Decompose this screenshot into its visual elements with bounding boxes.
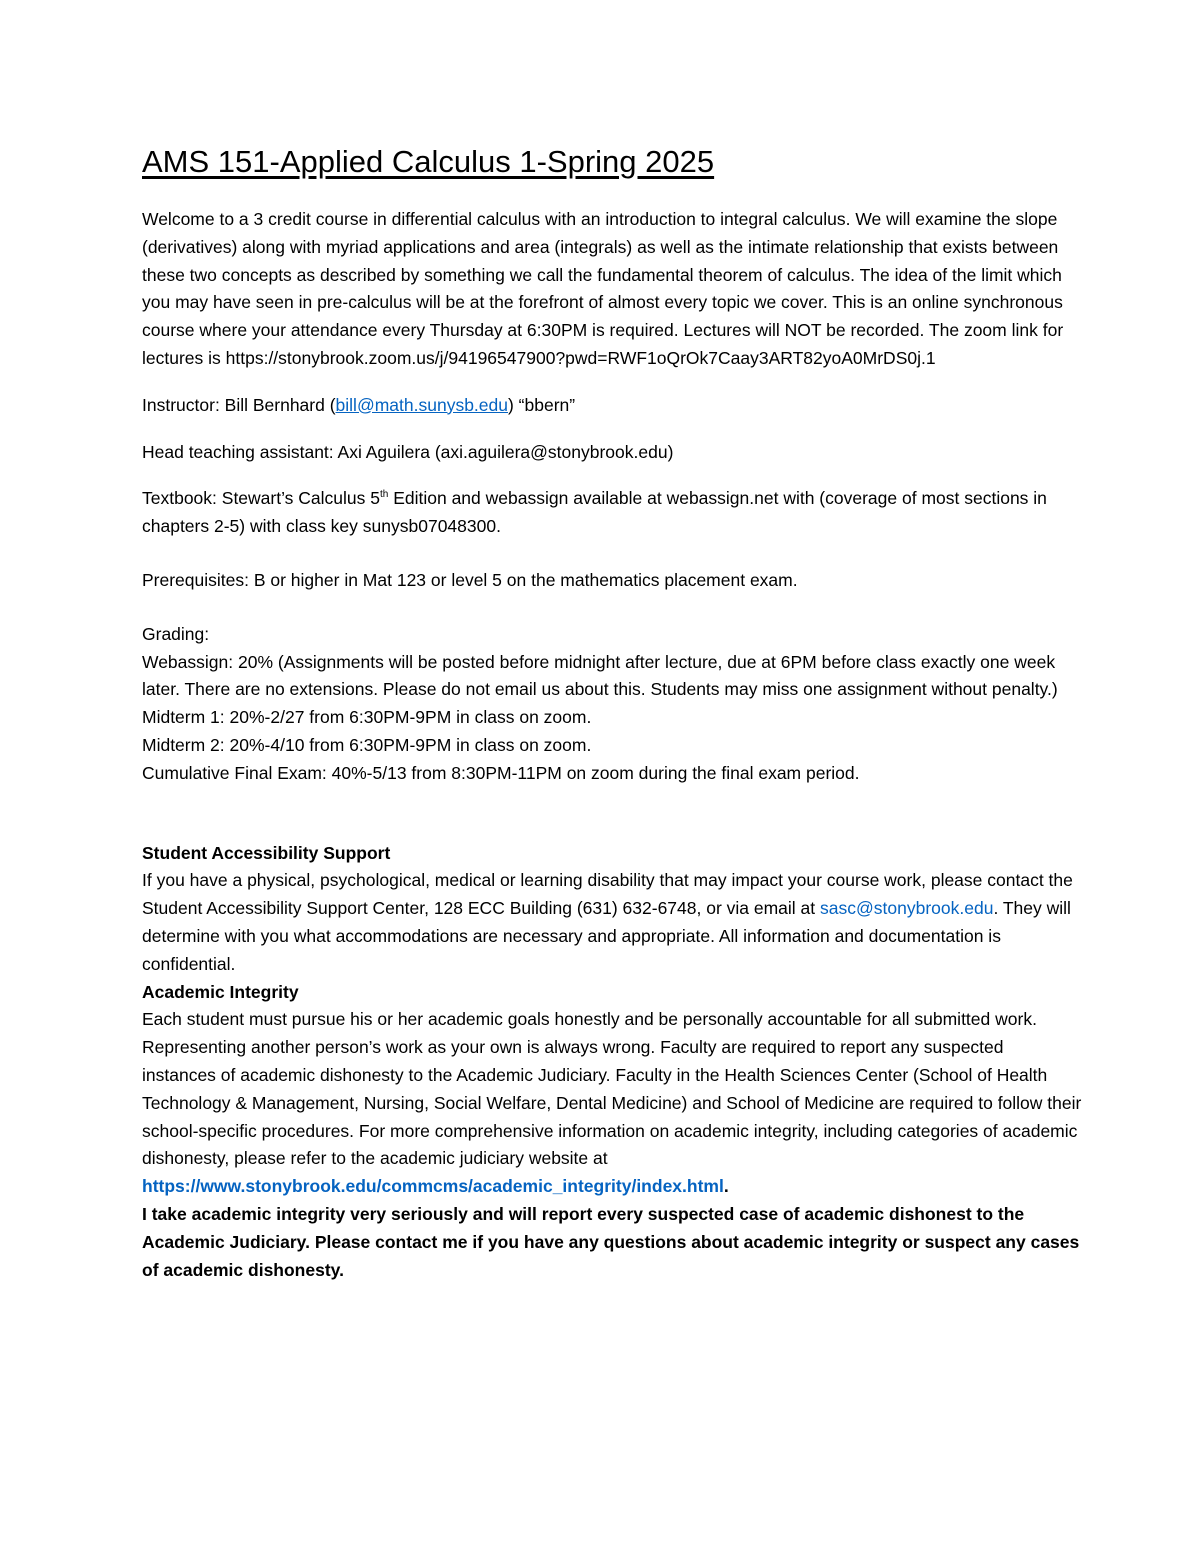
textbook-superscript: th [380,489,389,501]
grading-item-midterm-2: Midterm 2: 20%-4/10 from 6:30PM-9PM in class on zoom. [142,734,592,755]
prerequisites-line: Prerequisites: B or higher in Mat 123 or level 5 on the mathematics placement exam. [142,569,798,590]
accessibility-text [142,867,1082,978]
textbook-text-1: Textbook: Stewart’s Calculus 5 [142,488,380,509]
textbook-text-2: Edition and webassign available at webassign.net with (coverage of most sections in chapters 2-5) with class key sunysb07048300. [142,488,1047,537]
instructor-prefix: Instructor: Bill Bernhard ( [142,394,336,415]
accessibility-section [142,840,1082,979]
instructor-suffix: ) “bbern” [507,394,576,415]
integrity-section [142,979,1082,1285]
instructor-email-link[interactable]: bill@math.sunysb.edu [335,394,508,415]
intro-paragraph: Welcome to a 3 credit course in differential calculus with an introduction to integral calculus. We will examine the slope (derivatives) along with myriad applications and area (integrals) as well as the intimate relationship that exists between these two concepts as described by something we call the fundamental theorem of calculus. The idea of the limit which you may have seen in pre-calculus will be at the forefront of almost every topic we cover. This is an online synchronous course where your attendance every Thursday at 6:30PM is required. Lectures will NOT be recorded. The zoom link for lectures is https://stonybrook.zoom.us/j/94196547900?pwd=RWF1oQrOk7Caay3ART82yoA0MrDS0j.1 [142,209,1064,368]
grading-item-webassign: Webassign: 20% (Assignments will be posted before midnight after lecture, due at 6PM before class exactly one week later. There are no extensions. Please do not email us about this. Students may miss one assignment without penalty.) [142,651,1058,700]
integrity-statement: I take academic integrity very seriously and will report every suspected case of academic dishonest to the Academic Judiciary. Please contact me if you have any questions about academic integrity or suspect any cases of academic dishonesty. [142,1203,1080,1280]
grading-section [142,621,1082,788]
accessibility-text-before: If you have a physical, psychological, medical or learning disability that may impact your course work, please contact the Student Accessibility Support Center, 128 ECC Building (631) 632-6748, or via email at [142,870,1073,919]
grading-heading: Grading: [142,623,210,644]
integrity-heading: Academic Integrity [142,981,299,1002]
syllabus-page [142,140,1082,1284]
grading-item-final-exam: Cumulative Final Exam: 40%-5/13 from 8:30PM-11PM on zoom during the final exam period. [142,762,860,783]
integrity-url-suffix: . [723,1176,729,1197]
page-title: AMS 151-Applied Calculus 1-Spring 2025 [142,144,715,179]
textbook-paragraph [142,485,1082,541]
integrity-url-line [142,1173,1082,1201]
grading-item-midterm-1: Midterm 1: 20%-2/27 from 6:30PM-9PM in class on zoom. [142,707,592,728]
head-ta-line: Head teaching assistant: Axi Aguilera (axi.aguilera@stonybrook.edu) [142,441,674,462]
accessibility-heading: Student Accessibility Support [142,842,391,863]
accessibility-email-link[interactable]: sasc@stonybrook.edu [820,898,994,919]
accessibility-text-after: . They will determine with you what accommodations are necessary and appropriate. All information and documentation is confidential. [142,898,1071,974]
integrity-text: Each student must pursue his or her academic goals honestly and be personally accountable for all submitted work. Representing another person’s work as your own is always wrong. Faculty are required to report any suspected instances of academic dishonesty to the Academic Judiciary. Faculty in the Health Sciences Center (School of Health Technology & Management, Nursing, Social Welfare, Dental Medicine) and School of Medicine are required to follow their school-specific procedures. For more comprehensive information on academic integrity, including categories of academic dishonesty, please refer to the academic judiciary website at [142,1009,1082,1169]
instructor-line [142,392,1082,420]
integrity-url-link[interactable]: https://www.stonybrook.edu/commcms/academic_integrity/index.html [142,1176,724,1197]
